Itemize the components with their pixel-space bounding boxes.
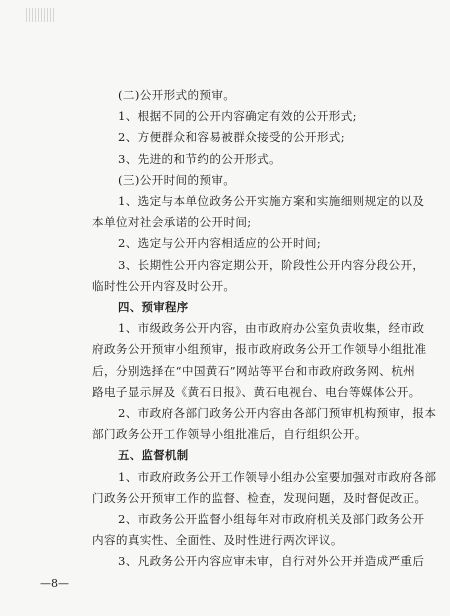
section-heading-supervision: 五、监督机制 xyxy=(118,448,189,462)
section-heading-review-procedure: 四、预审程序 xyxy=(118,300,189,314)
text-line: 2、市政府各部门政务公开内容由各部门预审机构预审，报本 xyxy=(118,406,437,420)
text-line: 2、方便群众和容易被群众接受的公开形式; xyxy=(118,130,345,144)
text-line: 1、根据不同的公开内容确定有效的公开形式; xyxy=(118,109,357,123)
text-line: 部门政务公开工作领导小组批准后，自行组织公开。 xyxy=(92,427,367,441)
text-line: (三)公开时间的预审。 xyxy=(118,173,236,187)
page-number: —8— xyxy=(40,577,69,590)
text-line: 路电子显示屏及《黄石日报》、黄石电视台、电台等媒体公开。 xyxy=(92,385,421,399)
text-line: 1、市政府政务公开工作领导小组办公室要加强对市政府各部 xyxy=(118,470,437,484)
text-line: 内容的真实性、全面性、及时性进行两次评议。 xyxy=(92,533,343,547)
text-line: 2、市政务公开监督小组每年对市政府机关及部门政务公开 xyxy=(118,512,425,526)
text-line: (二)公开形式的预审。 xyxy=(118,88,236,102)
text-line: 门政务公开预审工作的监督、检查，发现问题，及时督促改正。 xyxy=(92,491,427,505)
text-line: 临时性公开内容及时公开。 xyxy=(92,279,236,293)
scan-stamp-mark xyxy=(26,8,54,22)
text-line: 3、先进的和节约的公开形式。 xyxy=(118,152,281,166)
text-line: 3、凡政务公开内容应审未审，自行对外公开并造成严重后 xyxy=(118,554,425,568)
text-line: 府政务公开预审小组预审，报市政府政务公开工作领导小组批准 xyxy=(92,342,427,356)
text-line: 1、选定与本单位政务公开实施方案和实施细则规定的以及 xyxy=(118,194,425,208)
text-line: 本单位对社会承诺的公开时间; xyxy=(92,215,252,229)
text-line: 后，分别选择在“中国黄石”网站等平台和市政府政务网、杭州 xyxy=(92,364,416,378)
text-line: 3、长期性公开内容定期公开，阶段性公开内容分段公开， xyxy=(118,258,425,272)
text-line: 2、选定与公开内容相适应的公开时间; xyxy=(118,236,322,250)
text-line: 1、市级政务公开内容，由市政府办公室负责收集，经市政 xyxy=(118,321,425,335)
